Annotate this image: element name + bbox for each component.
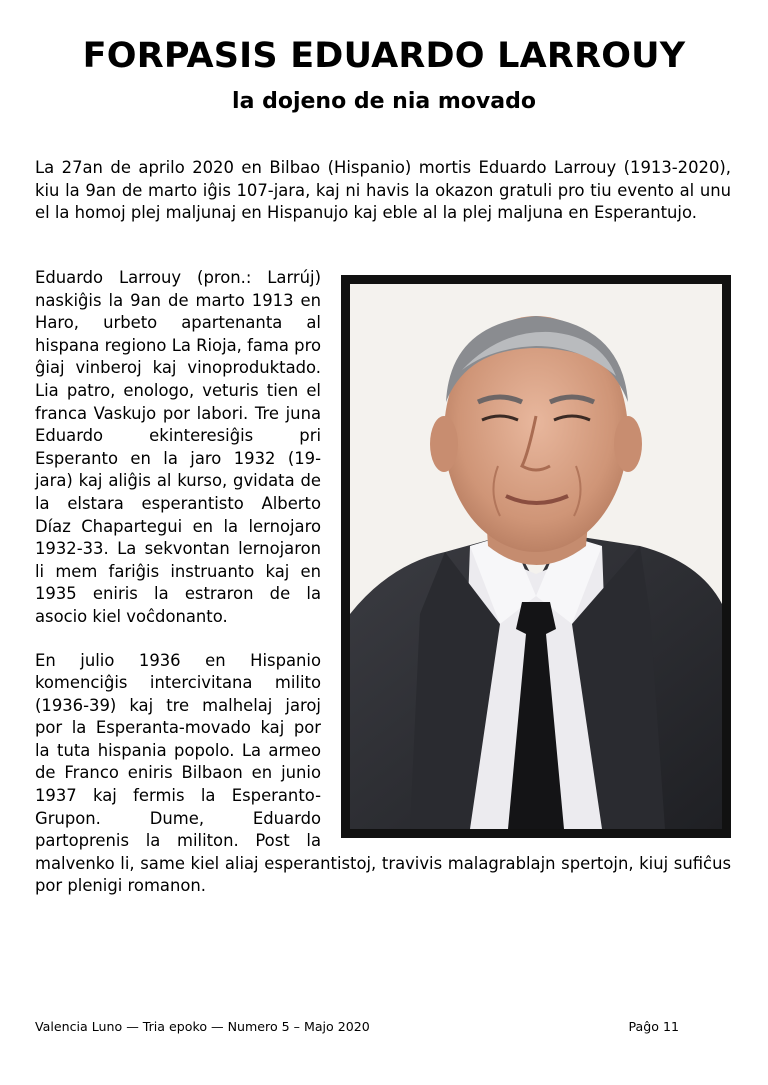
article-title: FORPASIS EDUARDO LARROUY — [82, 36, 686, 76]
article-body — [35, 267, 731, 898]
portrait-photo-frame — [341, 275, 731, 838]
portrait-photo — [350, 284, 722, 829]
page-number: Paĝo 11 — [628, 1019, 679, 1034]
article-subtitle: la dojeno de nia movado — [232, 89, 536, 114]
paragraph-birth: Eduardo Larrouy (pron.: Larrúj) naskiĝis la 9an de marto 1913 en Haro, urbeto apartenanta al hispana regiono La Rioja, fama pro ĝiaj vinberoj kaj vinoproduktado. Lia patro, enologo, veturis tien el franca Vaskujo por labori. Tre juna Eduardo ekinteresiĝis pri Esperanto en la jaro 1932 (19-jara) kaj aliĝis al kurso, gvidata de la elstara esperantisto Alberto Díaz Chapartegui en la lernojaro 1932-33. La sekvontan lernojaron li mem fariĝis instruanto kaj en 1935 eniris la estraron de la asocio kiel voĉdonanto. — [35, 268, 321, 626]
lead-paragraph: La 27an de aprilo 2020 en Bilbao (Hispanio) mortis Eduardo Larrouy (1913-2020), kiu la 9an de marto iĝis 107-jara, kaj ni havis la okazon gratuli pro tiu evento al unu el la homoj plej maljunaj en Hispanujo kaj eble al la plej maljuna en Esperantujo. — [35, 158, 731, 223]
paragraph-war: En julio 1936 en Hispanio komenciĝis intercivitana milito (1936-39) kaj tre malhelaj jaroj por la Esperanta-movado kaj por la tuta hispania popolo. La armeo de Franco eniris Bilbaon en junio 1937 kaj fermis la Esperanto-Grupon. Dume, Eduardo partoprenis la militon. Post la malvenko li, same kiel aliaj esperantistoj, travivis malagrablajn spertojn, kiuj sufiĉus por plenigi romanon. — [35, 650, 731, 896]
portrait-image — [350, 284, 722, 829]
footer-publication: Valencia Luno — Tria epoko — Numero 5 – Majo 2020 — [35, 1019, 370, 1034]
